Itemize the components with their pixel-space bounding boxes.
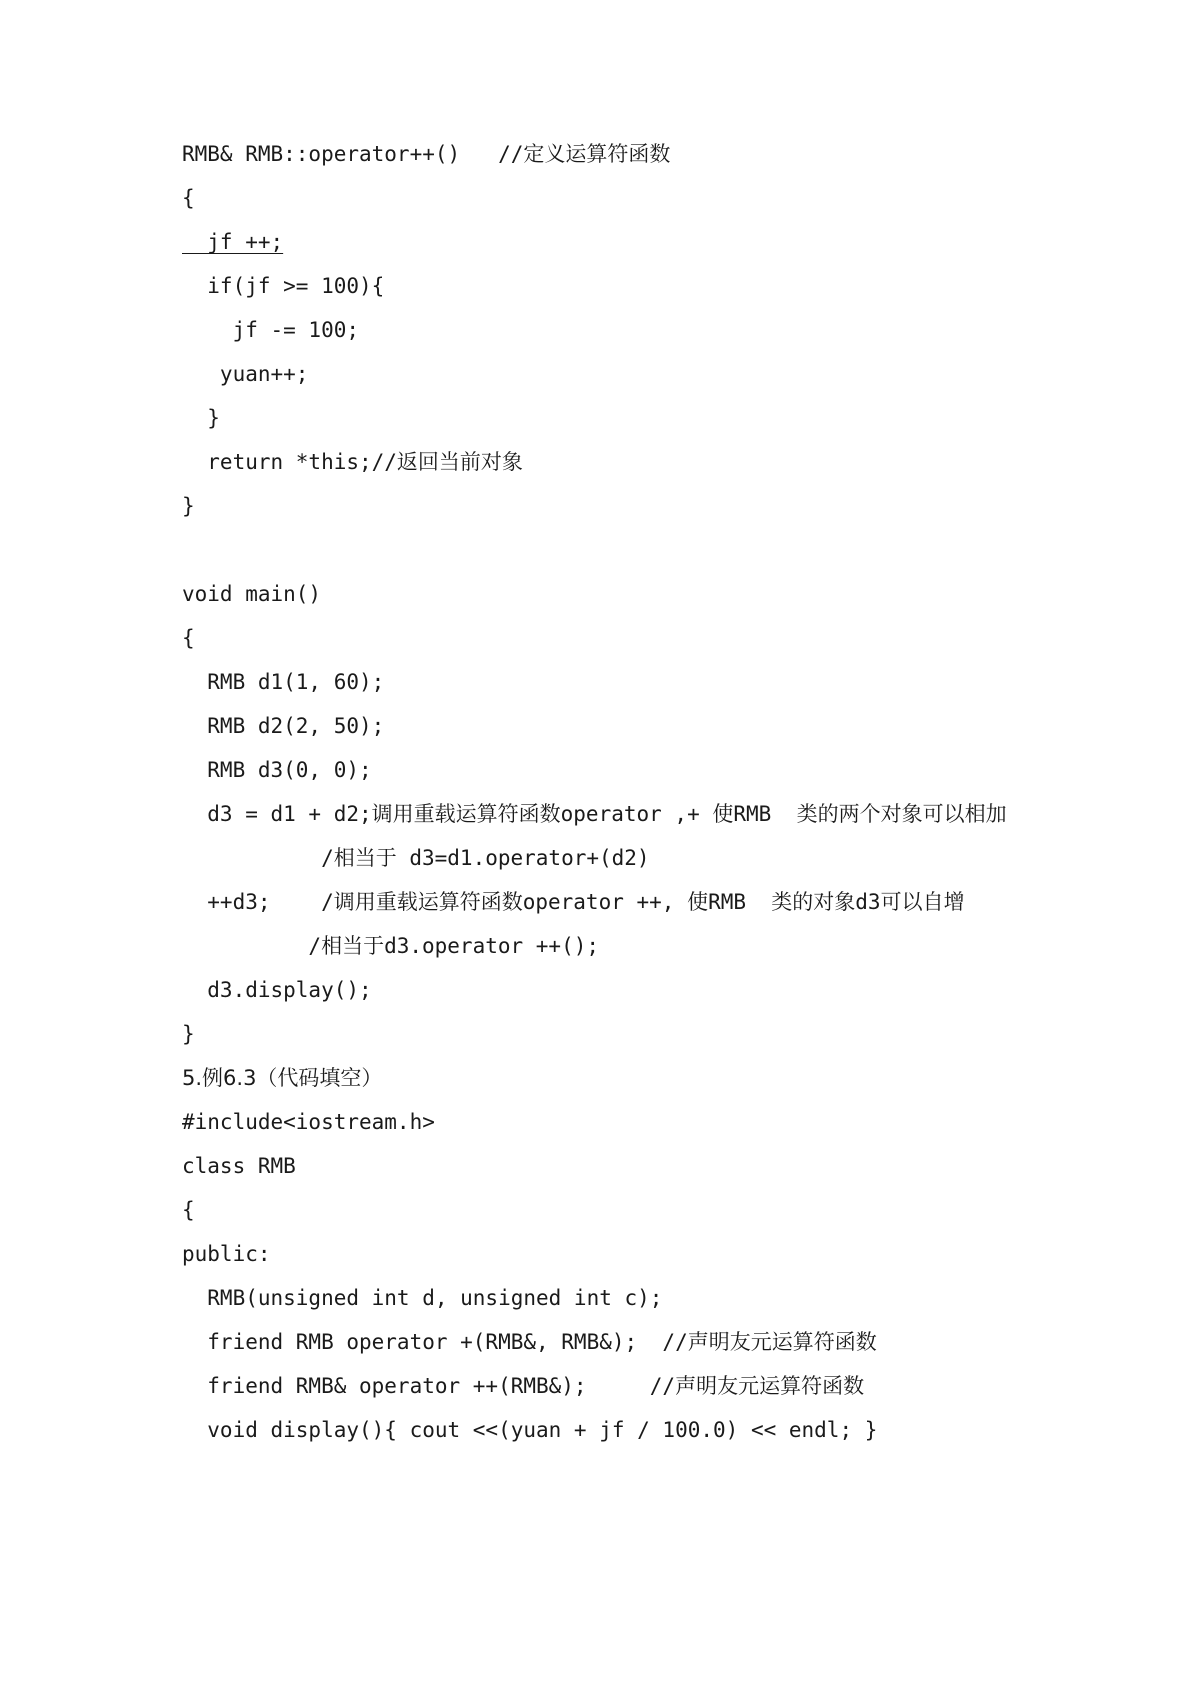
code-line: #include<iostream.h> — [182, 1110, 435, 1134]
code-line-filled-blank: if(jf >= 100){ — [182, 274, 385, 298]
code-line: RMB d3(0, 0); — [182, 758, 372, 782]
code-line: RMB d2(2, 50); — [182, 714, 385, 738]
code-comment-line: /相当于d3.operator ++(); — [182, 934, 600, 958]
code-line: RMB& RMB::operator++() //定义运算符函数 — [182, 142, 671, 166]
code-line-filled-blank: jf ++; — [182, 230, 284, 254]
code-line: { — [182, 186, 195, 210]
code-line: public: — [182, 1242, 271, 1266]
code-line: d3 = d1 + d2;调用重载运算符函数operator ,+ 使RMB 类的两个对象可以相加 — [182, 802, 1007, 826]
code-line-filled-blank: jf -= 100; — [182, 318, 360, 342]
code-line: d3.display(); — [182, 978, 372, 1002]
code-line: } — [182, 1022, 195, 1046]
code-line-filled-blank: return *this;//返回当前对象 — [182, 450, 523, 474]
section-heading: 5.例6.3（代码填空） — [182, 1066, 383, 1090]
code-line: void main() — [182, 582, 322, 606]
code-line: RMB d1(1, 60); — [182, 670, 385, 694]
code-line: class RMB — [182, 1154, 296, 1178]
code-line: } — [182, 494, 195, 518]
code-line: { — [182, 626, 195, 650]
code-line: RMB(unsigned int d, unsigned int c); — [182, 1286, 663, 1310]
code-line: { — [182, 1198, 195, 1222]
code-line-filled-blank: yuan++; — [182, 362, 309, 386]
code-line: void display(){ cout <<(yuan + jf / 100.0) << endl; } — [182, 1418, 878, 1442]
code-comment-line: /相当于 d3=d1.operator+(d2) — [182, 846, 650, 870]
code-line: friend RMB operator +(RMB&, RMB&); //声明友元运算符函数 — [182, 1330, 877, 1354]
code-line: ++d3; /调用重载运算符函数operator ++, 使RMB 类的对象d3可以自增 — [182, 890, 965, 914]
code-line: friend RMB& operator ++(RMB&); //声明友元运算符函数 — [182, 1374, 865, 1398]
code-line: } — [182, 406, 220, 430]
